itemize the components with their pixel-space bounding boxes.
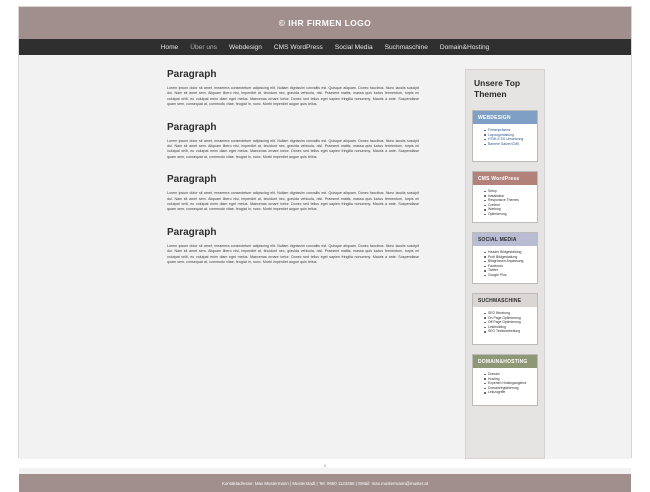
list-item[interactable]: Setup <box>484 189 533 194</box>
sidebar-box-suchmaschine[interactable] <box>472 293 538 345</box>
list-item[interactable]: Installation <box>484 194 533 199</box>
sidebar-box-webdesign[interactable] <box>472 110 538 162</box>
list-item[interactable]: Twitter <box>484 268 533 273</box>
sidebar <box>465 69 545 459</box>
list-item[interactable]: Content <box>484 203 533 208</box>
list-item[interactable]: Linkzugriffe <box>484 390 533 395</box>
list-item[interactable]: On Page Optimierung <box>484 316 533 321</box>
sidebar-box-body <box>473 124 537 161</box>
list-item[interactable]: SEO Beratung <box>484 311 533 316</box>
paragraph-text: Lorem ipsum dolor sit amet, meamera consectetuer adipiscing elit. Nullam dignissim convallis est. Quisque aliquam. Donec faucibus. Nunc iaculis suscipit dui. Nam sit amet sem. Aliquam libero nisi, imperdiet at, tincidunt nec, gravida vehicula, nisl. Praesent mattis, massa quis luctus fermentum, turpis mi volutpat velit, eu volutpat enim diam eget metus. Maecenas ornare tortor. Donec sed tellus eget sapien fringilla nonummy. Mauris a ante. Suspendisse quam sem, consequat at, commodo vitae, feugiat in, nunc. Morbi imperdiet augue quis tellus. <box>167 243 419 265</box>
paragraph-text: Lorem ipsum dolor sit amet, meamera consectetuer adipiscing elit. Nullam dignissim convallis est. Quisque aliquam. Donec faucibus. Nunc iaculis suscipit dui. Nam sit amet sem. Aliquam libero nisi, imperdiet at, tincidunt nec, gravida vehicula, nisl. Praesent mattis, massa quis luctus fermentum, turpis mi volutpat velit, eu volutpat enim diam eget metus. Maecenas ornare tortor. Donec sed tellus eget sapien fringilla nonummy. Mauris a ante. Suspendisse quam sem, consequat at, commodo vitae, feugiat in, nunc. Morbi imperdiet augue quis tellus. <box>167 86 419 107</box>
list-item[interactable]: Facebook <box>484 264 533 269</box>
page-content <box>19 55 631 459</box>
sidebar-box-header: CMS WordPress <box>473 172 537 185</box>
paragraph-text: Lorem ipsum dolor sit amet, meamera consectetuer adipiscing elit. Nullam dignissim convallis est. Quisque aliquam. Donec faucibus. Nunc iaculis suscipit dui. Nam sit amet sem. Aliquam libero nisi, imperdiet at, tincidunt nec, gravida vehicula, nisl. Praesent mattis, massa quis luctus fermentum, turpis mi volutpat velit, eu volutpat enim diam eget metus. Maecenas ornare tortor. Donec sed tellus eget sapien fringilla nonummy. Mauris a ante. Suspendisse quam sem, consequat at, commodo vitae, feugiat in, nunc. Morbi imperdiet augue quis tellus. <box>167 191 419 212</box>
sidebar-box-social-media[interactable] <box>472 232 538 284</box>
sidebar-box-header: SUCHMASCHINE <box>473 294 537 307</box>
list-item[interactable]: Wartung <box>484 207 533 212</box>
sidebar-box-header: SOCIAL MEDIA <box>473 233 537 246</box>
main-navigation[interactable] <box>19 39 631 55</box>
list-item[interactable]: Linkbuilding <box>484 325 533 330</box>
section-heading: Paragraph <box>167 121 217 133</box>
list-item[interactable]: Profi Bildgestaltung <box>484 255 533 260</box>
list-item[interactable]: Google Plus <box>484 273 533 278</box>
company-logo: © IHR FIRMEN LOGO <box>278 18 372 28</box>
list-item[interactable]: Firmenpräsenz <box>484 128 533 133</box>
nav-item-ueber-uns[interactable]: Über uns <box>190 43 217 51</box>
site-footer <box>19 474 631 492</box>
nav-item-cms-wordpress[interactable]: CMS WordPress <box>273 43 323 51</box>
list-item[interactable]: Responsive Themes <box>484 198 533 203</box>
list-item[interactable]: HTML/CSS Umsetzung <box>484 137 533 142</box>
list-item[interactable]: Layoutgestaltung <box>484 133 533 138</box>
sidebar-box-body <box>473 368 537 405</box>
pager[interactable]: 1 <box>323 463 327 468</box>
list-item[interactable]: Barriere Satzer/CMS <box>484 142 533 147</box>
page-title: Paragraph <box>167 69 217 80</box>
sidebar-box-header: DOMAIN&HOSTING <box>473 355 537 368</box>
list-item[interactable]: Off Page Optimierung <box>484 320 533 325</box>
nav-item-webdesign[interactable]: Webdesign <box>229 43 262 51</box>
sidebar-box-body <box>473 185 537 222</box>
list-item[interactable]: Domain <box>484 372 533 377</box>
list-item[interactable]: SEO Textbearbeitung <box>484 329 533 334</box>
nav-item-suchmaschine[interactable]: Suchmaschine <box>384 43 428 51</box>
list-item[interactable]: Header Bildgestaltung <box>484 250 533 255</box>
section-heading: Paragraph <box>167 226 217 238</box>
sidebar-title: Unsere Top Themen <box>474 78 521 99</box>
website-frame <box>18 6 632 486</box>
sidebar-box-body <box>473 307 537 344</box>
nav-item-home[interactable]: Home <box>160 43 179 51</box>
nav-item-social-media[interactable]: Social Media <box>334 43 373 51</box>
site-header <box>19 7 631 39</box>
section-heading: Paragraph <box>167 174 217 186</box>
list-item[interactable]: Bildgrössen Anpassung <box>484 259 533 264</box>
sidebar-box-domain-hosting[interactable] <box>472 354 538 406</box>
list-item[interactable]: Optimierung <box>484 212 533 217</box>
nav-item-domain-hosting[interactable]: Domain&Hosting <box>439 43 490 51</box>
sidebar-box-cms-wordpress[interactable] <box>472 171 538 223</box>
list-item[interactable]: Experten Hostingangebot <box>484 381 533 386</box>
footer-contact-text: Kontaktadresse: Max Mustermann | Musterstadt | Tel: 0650 1123456 | EMail: max.mustermann@muster.at <box>221 480 429 486</box>
sidebar-box-header: WEBDESIGN <box>473 111 537 124</box>
paragraph-text: Lorem ipsum dolor sit amet, meamera consectetuer adipiscing elit. Nullam dignissim convallis est. Quisque aliquam. Donec faucibus. Nunc iaculis suscipit dui. Nam sit amet sem. Aliquam libero nisi, imperdiet at, tincidunt nec, gravida vehicula, nisl. Praesent mattis, massa quis luctus fermentum, turpis mi volutpat velit, eu volutpat enim diam eget metus. Maecenas ornare tortor. Donec sed tellus eget sapien fringilla nonummy. Mauris a ante. Suspendisse quam sem, consequat at, commodo vitae, feugiat in, nunc. Morbi imperdiet augue quis tellus. <box>167 138 419 159</box>
list-item[interactable]: Hosting <box>484 377 533 382</box>
sidebar-box-body <box>473 246 537 283</box>
list-item[interactable]: Domainregistrierung <box>484 386 533 391</box>
main-column <box>39 69 439 459</box>
